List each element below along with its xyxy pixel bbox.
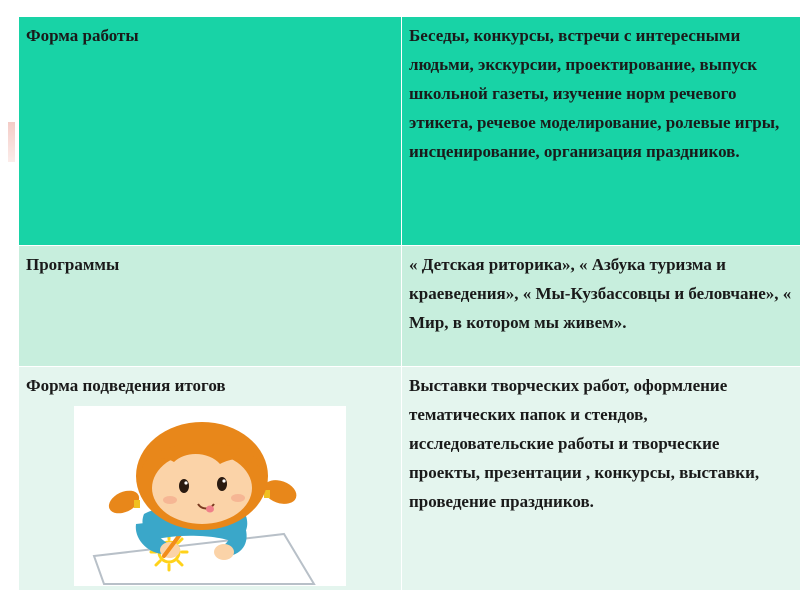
table-row: [19, 367, 800, 591]
child-drawing-sun-icon: [74, 406, 346, 586]
row-label: Программы: [26, 255, 120, 274]
row-text: « Детская риторика», « Азбука туризма и краеведения», « Мы-Кузбассовцы и беловчане», « Мир, в котором мы живем».: [409, 255, 792, 332]
left-accent-bar: [8, 122, 15, 162]
row-label-cell: [19, 17, 402, 246]
row-text-cell: [402, 17, 800, 246]
child-drawing-sun-illustration: [74, 406, 346, 586]
table-row: [19, 246, 800, 367]
row-text-cell: [402, 246, 800, 367]
row-text: Беседы, конкурсы, встречи с интересными людьми, экскурсии, проектирование, выпуск школьной газеты, изучение норм речевого этикета, речевое моделирование, ролевые игры, инсценирование, организация праздников.: [409, 26, 780, 161]
row-label-cell: [19, 246, 402, 367]
row-text-cell: [402, 367, 800, 591]
row-label: Форма подведения итогов: [26, 376, 226, 395]
row-label: Форма работы: [26, 26, 139, 45]
row-text: Выставки творческих работ, оформление тематических папок и стендов, исследовательские работы и творческие проекты, презентации , конкурсы, выставки, проведение праздников.: [409, 376, 760, 511]
info-table: [18, 16, 800, 591]
table-row: [19, 17, 800, 246]
row-label-cell: [19, 367, 402, 591]
